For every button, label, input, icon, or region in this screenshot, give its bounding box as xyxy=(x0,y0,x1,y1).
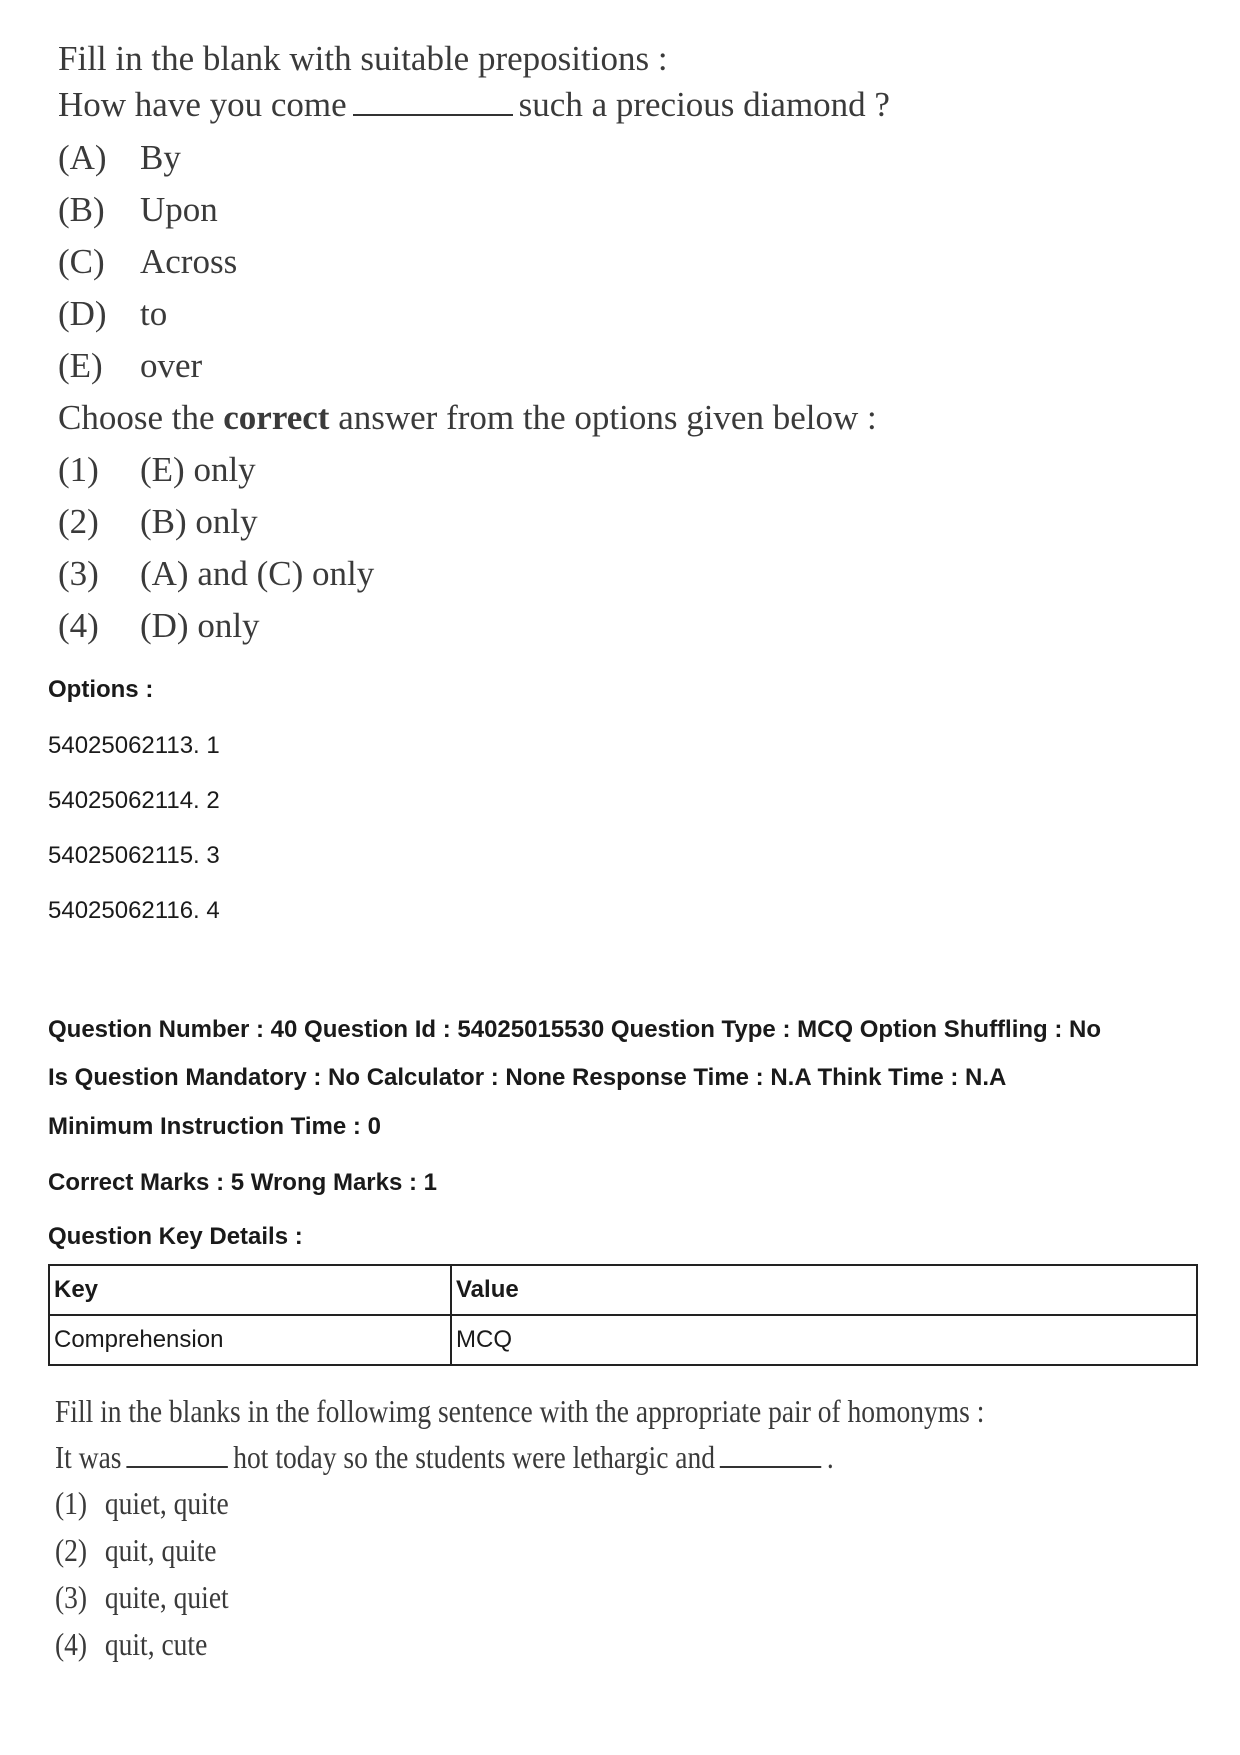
answer-item xyxy=(58,548,1058,600)
question-image-next xyxy=(55,1388,1055,1668)
question-stem xyxy=(55,1434,915,1480)
question-meta-line2: Is Question Mandatory : No Calculator : None Response Time : N.A Think Time : N.A xyxy=(48,1064,1007,1091)
question-instruction: Fill in the blank with suitable prepositions : xyxy=(58,39,668,78)
choice-text: By xyxy=(140,138,181,177)
stem-part1: It was xyxy=(55,1439,122,1475)
choice-item xyxy=(58,184,1058,236)
cell-value: MCQ xyxy=(451,1315,1197,1365)
answer-item xyxy=(58,444,1058,496)
answer-label: (3) xyxy=(58,554,99,593)
option-item: 54025062113. 1 xyxy=(48,732,220,759)
question-meta-line1: Question Number : 40 Question Id : 54025015530 Question Type : MCQ Option Shuffling : No xyxy=(48,1016,1102,1043)
question-instruction: Fill in the blanks in the followimg sentence with the appropriate pair of homonyms : xyxy=(55,1393,985,1429)
table-header-row xyxy=(49,1265,1197,1315)
answer-item xyxy=(55,1480,915,1527)
answer-text: (D) only xyxy=(140,606,260,645)
answer-item xyxy=(55,1574,915,1621)
choice-text: Across xyxy=(140,242,238,281)
table-row xyxy=(49,1315,1197,1365)
choice-text: Upon xyxy=(140,190,218,229)
choice-label: (A) xyxy=(58,138,107,177)
answer-label: (4) xyxy=(55,1626,88,1662)
options-heading: Options : xyxy=(48,676,154,703)
choice-item xyxy=(58,288,1058,340)
choose-before: Choose the xyxy=(58,398,215,437)
choice-text: over xyxy=(140,346,203,385)
answer-label: (3) xyxy=(55,1579,88,1615)
answer-label: (4) xyxy=(58,606,99,645)
choice-label: (C) xyxy=(58,242,105,281)
answer-label: (1) xyxy=(55,1485,88,1521)
choice-label: (D) xyxy=(58,294,107,333)
choose-bold: correct xyxy=(223,398,330,437)
answer-label: (2) xyxy=(55,1532,88,1568)
choice-label: (E) xyxy=(58,346,103,385)
answer-item xyxy=(58,496,1058,548)
key-details-table xyxy=(48,1264,1198,1366)
answer-text: quit, cute xyxy=(104,1626,208,1662)
option-item: 54025062116. 4 xyxy=(48,897,220,924)
answer-text: (E) only xyxy=(140,450,256,489)
choose-instruction xyxy=(58,392,1058,444)
answer-text: quite, quiet xyxy=(104,1579,229,1615)
choose-after: answer from the options given below : xyxy=(338,398,877,437)
choice-item xyxy=(58,340,1058,392)
choice-item xyxy=(58,132,1058,184)
answer-label: (1) xyxy=(58,450,99,489)
answer-text: quiet, quite xyxy=(104,1485,229,1521)
stem-end: . xyxy=(826,1439,834,1475)
answer-item xyxy=(55,1621,915,1668)
cell-key: Comprehension xyxy=(49,1315,451,1365)
question-image-prev xyxy=(58,36,1058,652)
key-details-heading: Question Key Details : xyxy=(48,1223,303,1250)
answer-text: (A) and (C) only xyxy=(140,554,375,593)
question-meta-line3: Minimum Instruction Time : 0 xyxy=(48,1113,381,1140)
stem-before: How have you come xyxy=(58,85,347,124)
answer-item xyxy=(58,600,1058,652)
answer-text: (B) only xyxy=(140,502,258,541)
stem-after: such a precious diamond ? xyxy=(518,85,890,124)
option-item: 54025062115. 3 xyxy=(48,842,220,869)
marks-line: Correct Marks : 5 Wrong Marks : 1 xyxy=(48,1169,438,1196)
header-key: Key xyxy=(49,1265,451,1315)
stem-part2: hot today so the students were lethargic and xyxy=(233,1439,716,1475)
answer-blank xyxy=(353,84,513,116)
choice-text: to xyxy=(140,294,168,333)
choice-item xyxy=(58,236,1058,288)
answer-item xyxy=(55,1527,915,1574)
choice-label: (B) xyxy=(58,190,105,229)
option-item: 54025062114. 2 xyxy=(48,787,220,814)
header-value: Value xyxy=(451,1265,1197,1315)
answer-blank xyxy=(127,1440,228,1468)
question-stem xyxy=(58,82,1058,128)
answer-label: (2) xyxy=(58,502,99,541)
answer-blank xyxy=(720,1440,821,1468)
answer-text: quit, quite xyxy=(104,1532,217,1568)
